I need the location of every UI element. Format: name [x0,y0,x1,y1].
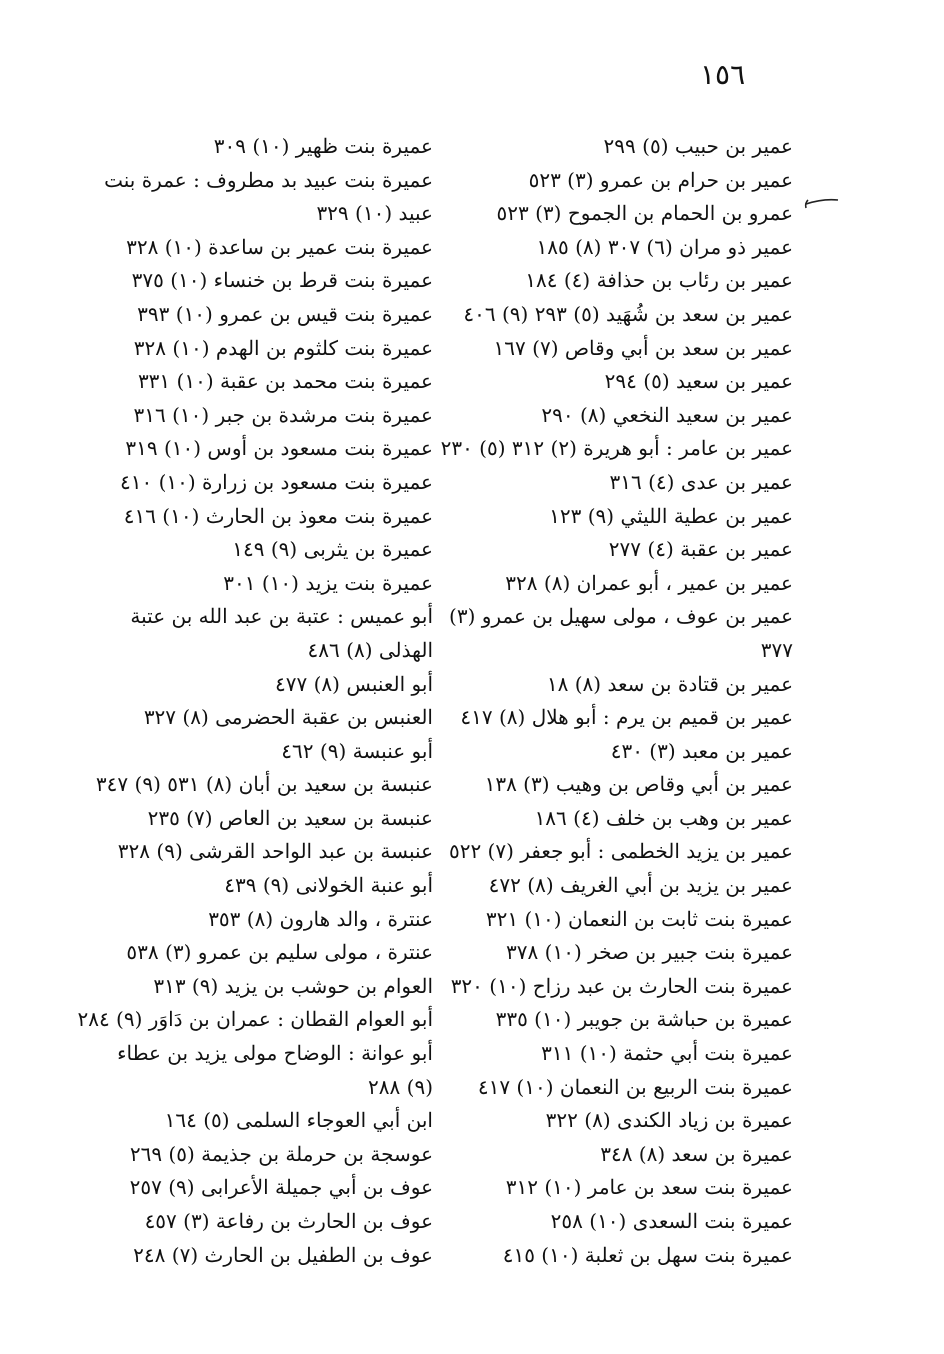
index-entry: عميرة بنت سعد بن عامر (١٠) ٣١٢ [505,1175,793,1200]
index-entry: عمير بن سعد بن شُهَيد (٥) ٢٩٣ (٩) ٤٠٦ [463,301,793,326]
index-entry: أبو العنبس (٨) ٤٧٧ [275,671,433,696]
index-entry: عمير بن يزيد الخطمى : أبو جعفر (٧) ٥٢٢ [448,839,793,864]
left-column [77,130,433,1272]
index-entry: عمير بن قميم بن يرم : أبو هلال (٨) ٤١٧ [460,705,793,730]
index-entry: عمير بن قتادة بن سعد (٨) ١٨ [546,671,793,696]
index-entry: عميرة بن حباشة بن جويبر (١٠) ٣٣٥ [495,1007,793,1032]
index-entry: عمير بن حبيب (٥) ٢٩٩ [603,134,793,158]
index-entry: عوف بن أبي جميلة الأعرابى (٩) ٢٥٧ [129,1175,433,1200]
index-entry: عنبسة بن سعيد بن العاص (٧) ٢٣٥ [147,805,433,830]
index-entry: عميرة بنت مرشدة بن جبر (١٠) ٣١٦ [133,402,433,427]
index-entry: العنبس بن عقبة الحضرمى (٨) ٣٢٧ [143,705,433,730]
index-entry: عمير بن عطية الليثي (٩) ١٢٣ [549,503,793,528]
margin-mark-icon [800,196,840,210]
index-entry: عمير بن حرام بن عمرو (٣) ٥٢٣ [528,167,793,192]
index-entry: عمير بن عوف ، مولى سهيل بن عمرو (٣) ٣٧٧ [449,604,793,662]
index-entry: عميرة بنت عبيد بد مطروف : عمرة بنت عبيد (١٠) ٣٢٩ [104,167,433,226]
page-number: ١٥٦ [700,58,746,91]
index-entry: أبو عوانة : الوضاح مولى يزيد بن عطاء (٩) ٢٨٨ [117,1041,433,1099]
index-entry: عوف بن الحارث بن رفاعة (٣) ٤٥٧ [144,1209,433,1233]
index-entry: عميرة بنت يزيد (١٠) ٣٠١ [223,570,433,595]
index-entry: العوام بن حوشب بن يزيد (٩) ٣١٣ [153,973,433,998]
index-entry: عميرة بنت ظهير (١٠) ٣٠٩ [213,134,433,158]
index-entry: عمير بن سعيد (٥) ٢٩٤ [604,369,793,394]
index-entry: عنترة ، والد هارون (٨) ٣٥٣ [208,906,433,931]
index-entry: عمير بن يزيد بن أبي الغريف (٨) ٤٧٢ [488,873,793,898]
index-entry: عميرة بنت كلثوم بن الهدم (١٠) ٣٢٨ [133,335,433,360]
index-entry: عميرة بن زياد الكندى (٨) ٣٢٢ [545,1108,793,1133]
index-entry: عميرة بنت مسعود بن أوس (١٠) ٣١٩ [125,436,433,461]
index-entry: أبو عميس : عتبة بن عبد الله بن عتبة الهذلى (٨) ٤٨٦ [130,604,433,662]
index-entry: عميرة بنت ثابت بن النعمان (١٠) ٣٢١ [485,906,793,931]
index-entry: عميرة بنت جبير بن صخر (١٠) ٣٧٨ [506,940,793,965]
index-entry: عمير بن معبد (٣) ٤٣٠ [610,738,793,763]
index-entry: عميرة بنت قرط بن خنساء (١٠) ٣٧٥ [131,268,433,293]
index-entry: أبو عنبة الخولانى (٩) ٤٣٩ [224,873,433,898]
index-entry: عمير بن عدى (٤) ٣١٦ [609,469,793,494]
index-entry: عميرة بن يثربى (٩) ١٤٩ [232,537,433,562]
index-entry: عمير بن عقبة (٤) ٢٧٧ [608,537,793,562]
index-entry: ابن أبي العوجاء السلمى (٥) ١٦٤ [164,1108,433,1133]
index-entry: عميرة بنت الربيع بن النعمان (١٠) ٤١٧ [477,1074,793,1099]
index-entry: عميرة بنت أبي حثمة (١٠) ٣١١ [541,1041,793,1066]
index-entry: عميرة بنت سهل بن ثعلبة (١٠) ٤١٥ [502,1242,793,1267]
index-entry: عمير بن عمير ، أبو عمران (٨) ٣٢٨ [505,570,793,595]
index-entry: عميرة بن سعد (٨) ٣٤٨ [600,1141,793,1166]
index-entry: عمير ذو مران (٦) ٣٠٧ (٨) ١٨٥ [536,234,793,259]
index-entry: عمير بن سعيد النخعي (٨) ٢٩٠ [541,402,793,427]
index-entry: عمرو بن الحمام بن الجموح (٣) ٥٢٣ [496,201,793,226]
index-entry: عوسجة بن حرملة بن جذيمة (٥) ٢٦٩ [129,1141,433,1166]
index-entry: عنبسة بن عبد الواحد القرشى (٩) ٣٢٨ [117,839,433,864]
index-entry: أبو العوام القطان : عمران بن دَاوَر (٩) ٢٨٤ [77,1007,433,1032]
index-entry: عمير بن سعد بن أبي وقاص (٧) ١٦٧ [493,335,793,360]
index-entry: عمير بن عامر : أبو هريرة (٢) ٣١٢ (٥) ٢٣٠ [440,436,793,461]
index-entry: عميرة بنت مسعود بن زرارة (١٠) ٤١٠ [119,469,433,494]
index-entry: عميرة بنت عمير بن ساعدة (١٠) ٣٢٨ [126,234,433,259]
index-entry: عميرة بنت قيس بن عمرو (١٠) ٣٩٣ [137,301,433,326]
index-entry: عميرة بنت الحارث بن عبد رزاح (١٠) ٣٢٠ [450,973,793,998]
right-column [440,130,793,1272]
index-entry: عنترة ، مولى سليم بن عمرو (٣) ٥٣٨ [126,940,433,965]
index-entry: عمير بن وهب بن خلف (٤) ١٨٦ [534,805,793,830]
index-entry: عميرة بنت معوذ بن الحارث (١٠) ٤١٦ [123,503,433,528]
index-entry: عمير بن أبي وقاص بن وهيب (٣) ١٣٨ [484,772,793,797]
index-entry: عمير بن رئاب بن حذافة (٤) ١٨٤ [525,268,793,293]
index-entry: عميرة بنت محمد بن عقبة (١٠) ٣٣١ [137,369,433,394]
index-entry: عميرة بنت السعدى (١٠) ٢٥٨ [550,1209,793,1233]
index-entry: عوف بن الطفيل بن الحارث (٧) ٢٤٨ [133,1242,433,1267]
index-entry: عنبسة بن سعيد بن أبان (٨) ٥٣١ (٩) ٣٤٧ [95,772,433,797]
index-entry: أبو عنبسة (٩) ٤٦٢ [281,738,433,763]
